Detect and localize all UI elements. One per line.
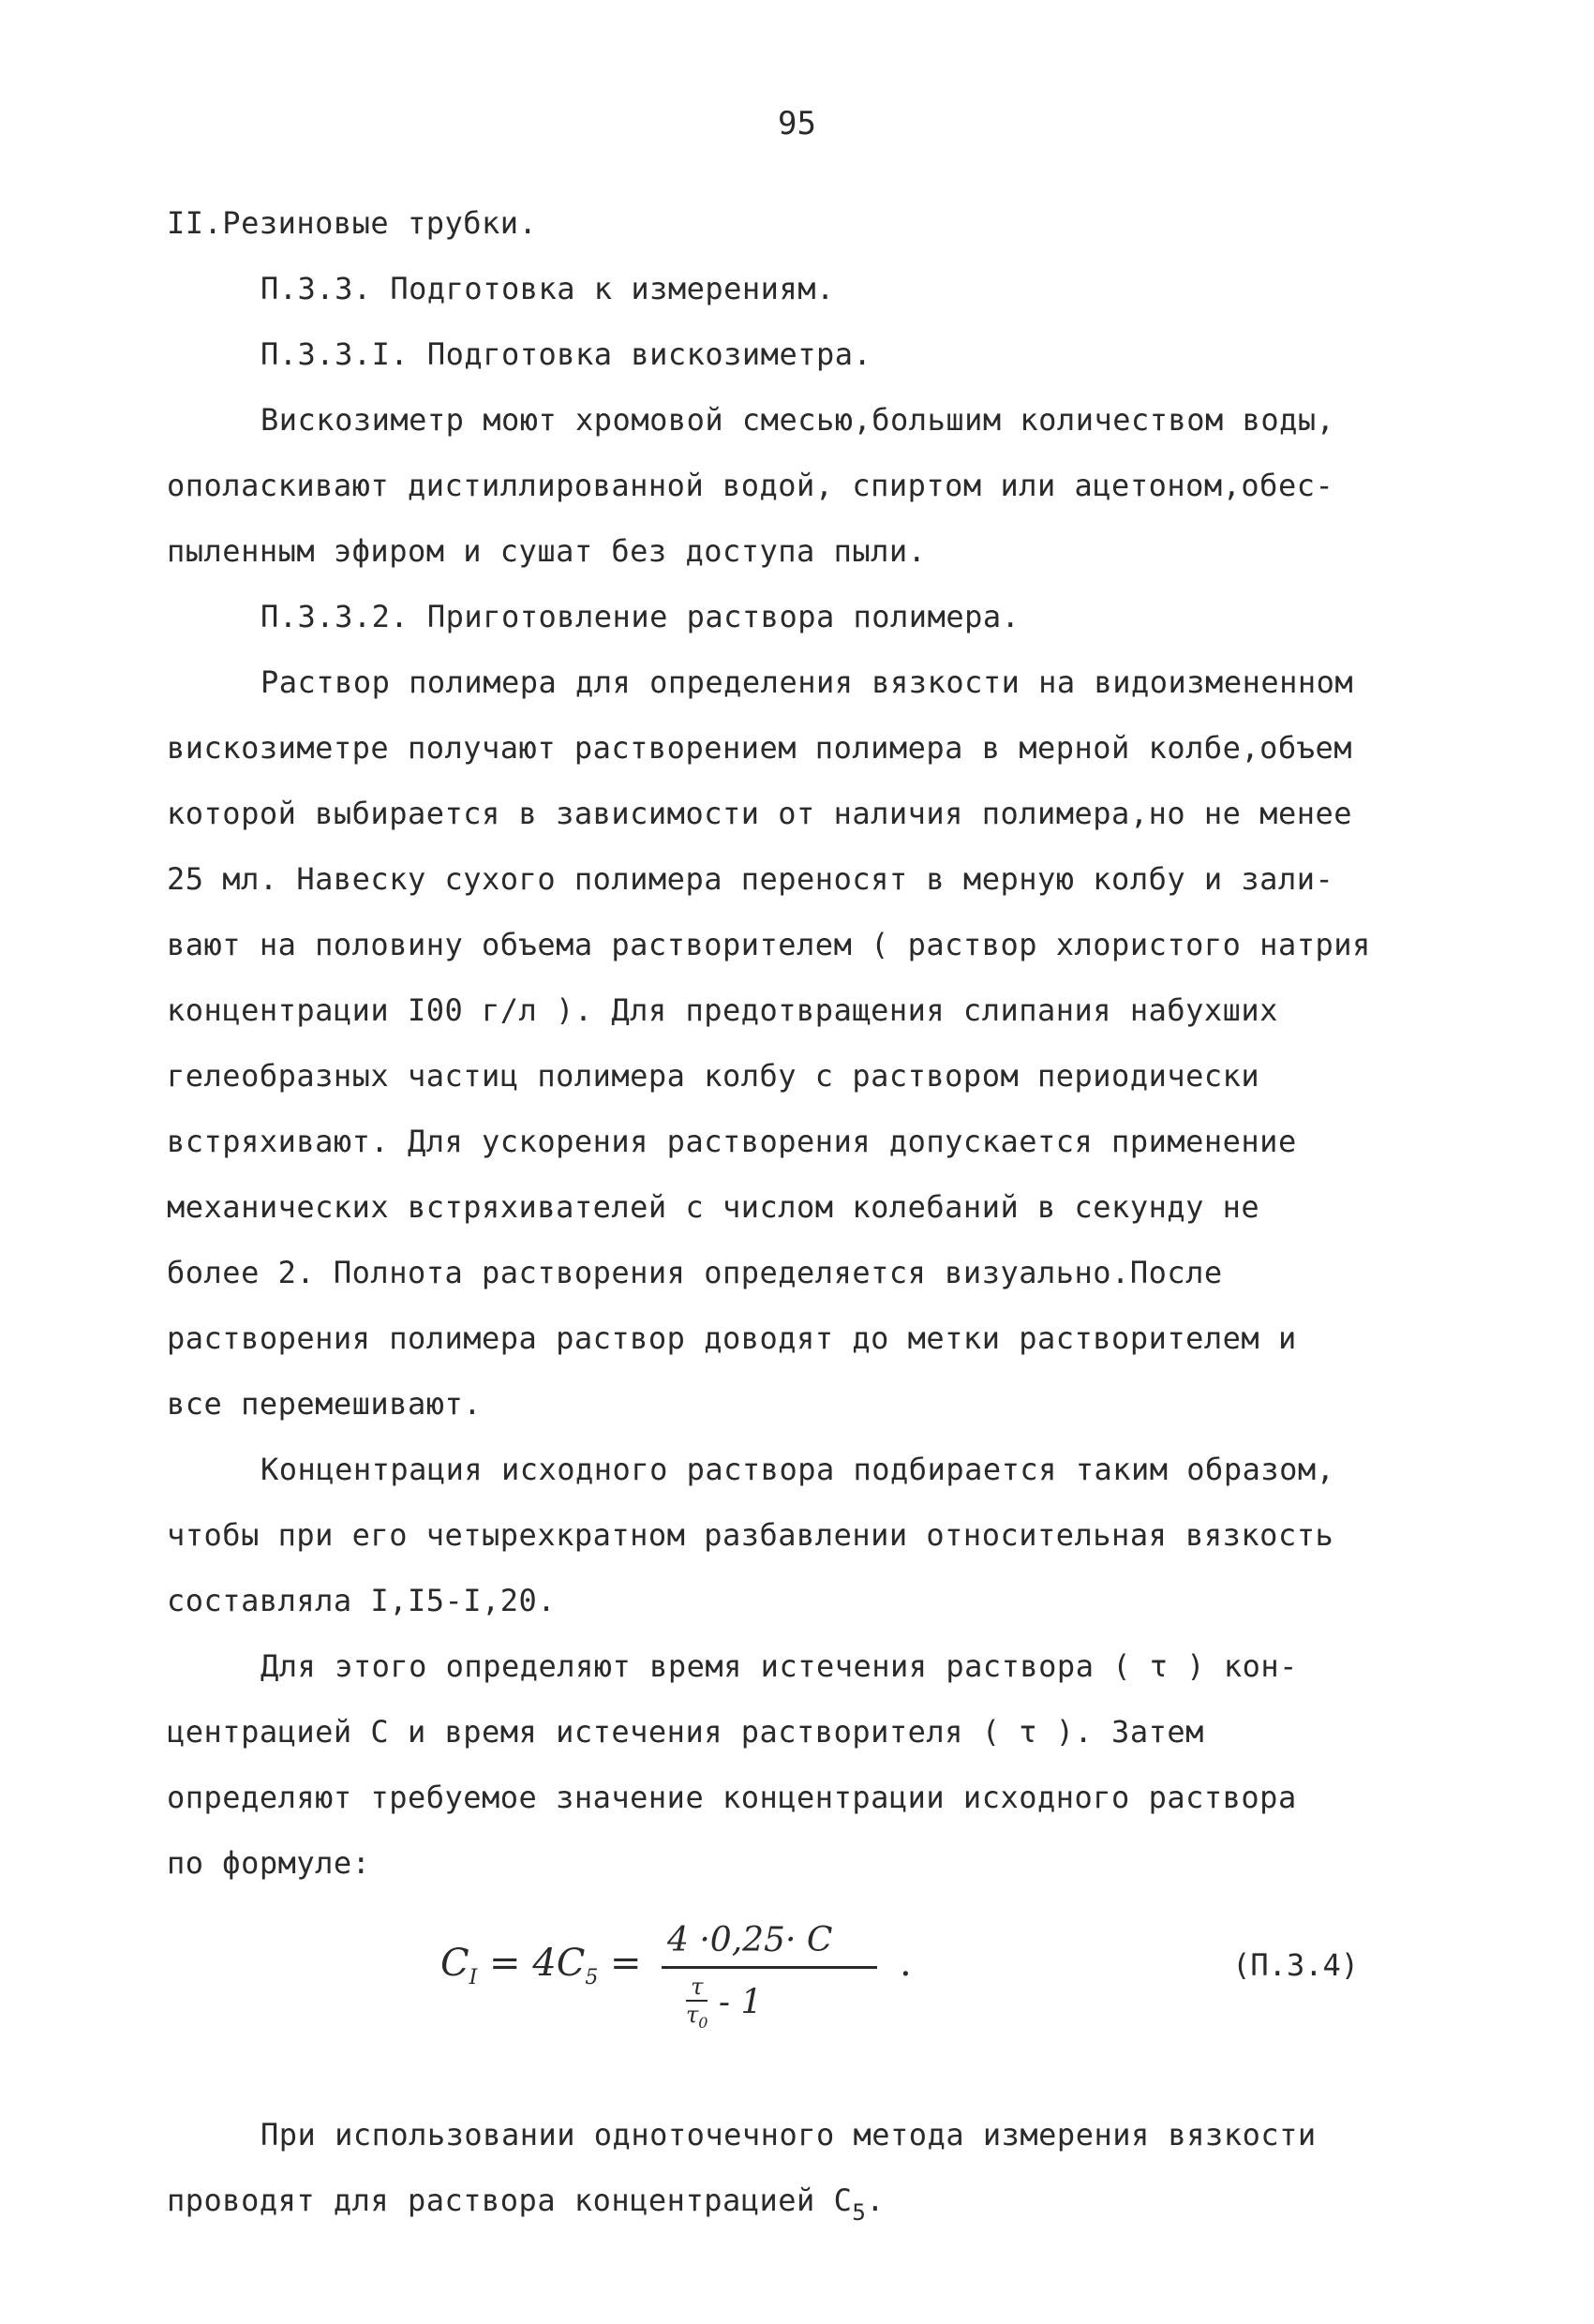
text-line: чтобы при его четырехкратном разбавлении относительная вязкость xyxy=(167,1517,1334,1553)
text-line: ополаскивают дистиллированной водой, спиртом или ацетоном,обес- xyxy=(167,468,1334,503)
formula-numerator: 4 ·0,25· C xyxy=(667,1921,833,1959)
text-line: Вискозиметр моют хромовой смесью,большим количеством воды, xyxy=(261,402,1335,438)
formula-minus-one: - 1 xyxy=(708,1983,763,2022)
formula-equals-four: = 4 xyxy=(477,1942,557,1985)
text-line: гелеобразных частиц полимера колбу с раствором периодически xyxy=(167,1058,1260,1094)
formula-c5-subscript: 5 xyxy=(585,1966,599,1989)
section-heading: П.3.3. Подготовка к измерениям. xyxy=(261,271,835,306)
page-number: 95 xyxy=(778,105,816,142)
text-line: центрацией С и время истечения растворителя ( τ ). Затем xyxy=(167,1714,1204,1750)
subsection-heading: П.3.3.I. Подготовка вискозиметра. xyxy=(261,336,872,372)
formula-tag: (П.3.4) xyxy=(1232,1947,1359,1983)
formula xyxy=(440,1921,1406,2052)
formula-c-symbol: C xyxy=(440,1942,469,1985)
formula-tau: τ xyxy=(691,1974,704,2000)
formula-denominator xyxy=(686,1975,762,2034)
formula-period: . xyxy=(900,1942,912,1985)
text-line: более 2. Полнота растворения определяется визуально.После xyxy=(167,1255,1223,1290)
formula-equals: = xyxy=(598,1942,642,1985)
text-line: по формуле: xyxy=(167,1845,371,1881)
text-line: вают на половину объема растворителем ( раствор хлористого натрия xyxy=(167,927,1371,962)
text-line: встряхивают. Для ускорения растворения допускается применение xyxy=(167,1124,1297,1159)
c5-subscript: 5 xyxy=(852,2199,867,2226)
text-line: растворения полимера раствор доводят до метки растворителем и xyxy=(167,1320,1297,1356)
text-line: II.Резиновые трубки. xyxy=(167,205,538,241)
text-line: Концентрация исходного раствора подбирается таким образом, xyxy=(261,1452,1335,1487)
subsection-heading: П.3.3.2. Приготовление раствора полимера. xyxy=(261,599,1020,634)
text-line: концентрации I00 г/л ). Для предотвращения слипания набухших xyxy=(167,992,1278,1028)
formula-lhs xyxy=(440,1942,642,1989)
text-line: составляла I,I5-I,20. xyxy=(167,1583,557,1618)
text-line: Для этого определяют время истечения раствора ( τ ) кон- xyxy=(261,1648,1298,1684)
formula-c5-symbol: C xyxy=(556,1942,586,1985)
text-line: 25 мл. Навеску сухого полимера переносят в мерную колбу и зали- xyxy=(167,861,1334,897)
formula-tau-ratio xyxy=(686,1975,708,2034)
formula-c-subscript: I xyxy=(469,1966,478,1989)
formula-tau0: $\tau_0$ xyxy=(686,2002,708,2032)
text-line: При использовании одноточечного метода измерения вязкости xyxy=(261,2117,1317,2153)
text-line: механических встряхивателей с числом колебаний в секунду не xyxy=(167,1189,1260,1225)
text-line: пыленным эфиром и сушат без доступа пыли. xyxy=(167,533,927,569)
text-line-last-period: . xyxy=(866,2182,886,2218)
formula-fraction-bar xyxy=(662,1966,877,1969)
text-line: которой выбирается в зависимости от наличия полимера,но не менее xyxy=(167,796,1352,831)
text-line-last-body: проводят для раствора концентрацией С xyxy=(167,2182,853,2218)
text-line: определяют требуемое значение концентрации исходного раствора xyxy=(167,1780,1297,1815)
text-line: все перемешивают. xyxy=(167,1386,483,1422)
text-line: вискозиметре получают растворением полимера в мерной колбе,объем xyxy=(167,730,1352,766)
text-line: Раствор полимера для определения вязкости на видоизмененном xyxy=(261,664,1354,700)
text-line-last xyxy=(167,2182,885,2231)
